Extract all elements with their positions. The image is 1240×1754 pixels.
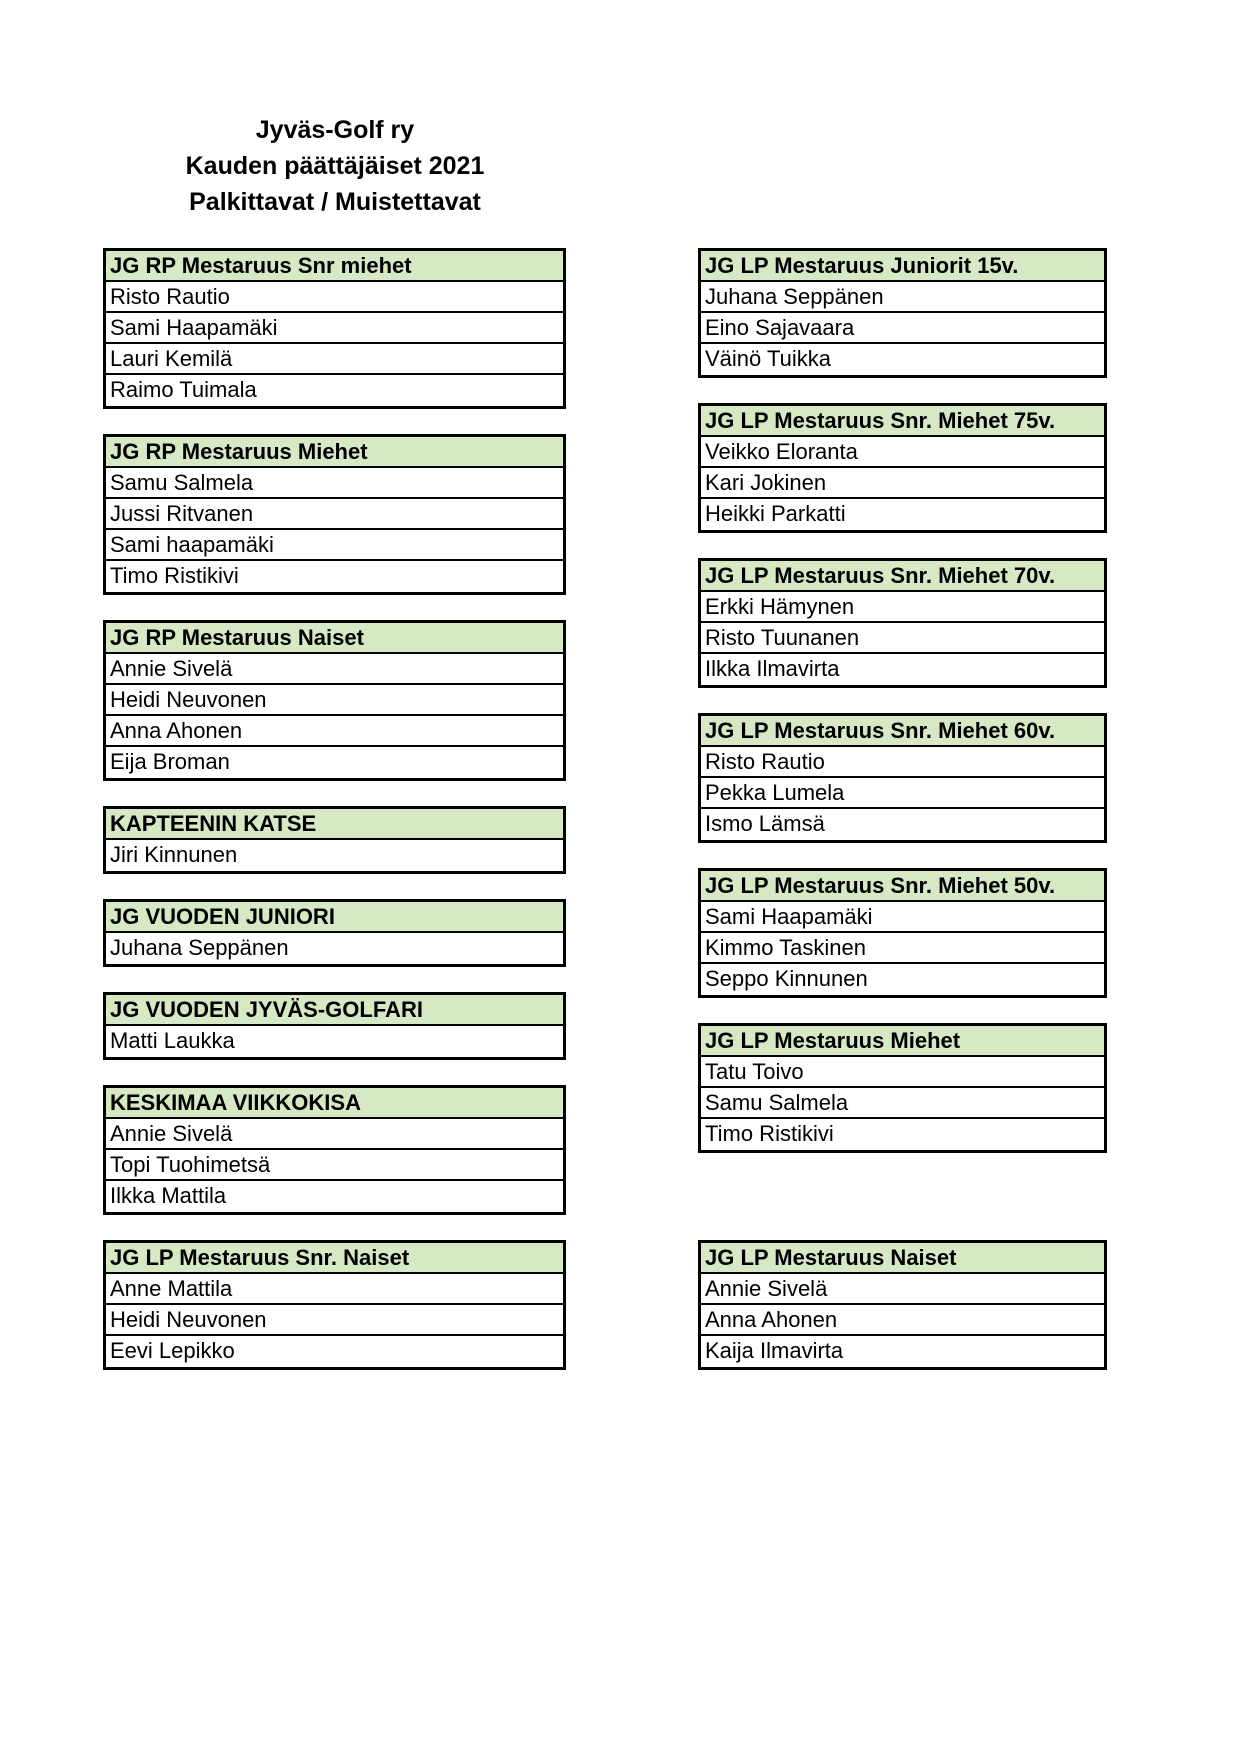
award-recipient: Timo Ristikivi xyxy=(705,1121,834,1146)
award-recipient: Pekka Lumela xyxy=(701,778,1104,809)
award-title: JG LP Mestaruus Snr. Naiset xyxy=(106,1243,563,1274)
award-recipient: Topi Tuohimetsä xyxy=(106,1150,563,1181)
award-recipient: Väinö Tuikka xyxy=(705,346,831,371)
award-title: KAPTEENIN KATSE xyxy=(106,809,563,840)
award-title: JG RP Mestaruus Naiset xyxy=(106,623,563,654)
award-table-lp-snr-miehet-50v xyxy=(698,868,1107,998)
award-recipient: Samu Salmela xyxy=(701,1088,1104,1119)
award-recipient: Heidi Neuvonen xyxy=(106,685,563,716)
award-recipient: Heikki Parkatti xyxy=(705,501,846,526)
award-recipient: Lauri Kemilä xyxy=(106,344,563,375)
award-recipient: Anna Ahonen xyxy=(701,1305,1104,1336)
award-table-lp-snr-miehet-60v xyxy=(698,713,1107,843)
award-table-rp-miehet xyxy=(103,434,566,595)
award-recipient: Veikko Eloranta xyxy=(701,437,1104,468)
award-recipient: Eija Broman xyxy=(110,749,230,774)
award-recipient: Risto Tuunanen xyxy=(701,623,1104,654)
award-table-vuoden-juniori xyxy=(103,899,566,967)
award-recipient: Risto Rautio xyxy=(106,282,563,313)
award-table-lp-snr-miehet-70v xyxy=(698,558,1107,688)
award-title: JG LP Mestaruus Snr. Miehet 75v. xyxy=(701,406,1104,437)
award-recipient: Kari Jokinen xyxy=(701,468,1104,499)
award-title: KESKIMAA VIIKKOKISA xyxy=(106,1088,563,1119)
award-recipient: Annie Sivelä xyxy=(701,1274,1104,1305)
award-title: JG LP Mestaruus Naiset xyxy=(701,1243,1104,1274)
award-recipient: Annie Sivelä xyxy=(106,654,563,685)
club-name: Jyväs-Golf ry xyxy=(255,116,415,144)
award-title: JG LP Mestaruus Snr. Miehet 70v. xyxy=(701,561,1104,592)
award-recipient: Ilkka Mattila xyxy=(110,1183,227,1208)
award-recipient: Juhana Seppänen xyxy=(110,935,289,960)
award-recipient: Sami Haapamäki xyxy=(701,902,1104,933)
award-title: JG LP Mestaruus Miehet xyxy=(701,1026,1104,1057)
award-table-lp-juniorit-15v xyxy=(698,248,1107,378)
award-recipient: Seppo Kinnunen xyxy=(705,966,868,991)
award-table-rp-snr-miehet xyxy=(103,248,566,409)
award-recipient: Anna Ahonen xyxy=(106,716,563,747)
award-recipient: Anne Mattila xyxy=(106,1274,563,1305)
award-recipient: Heidi Neuvonen xyxy=(106,1305,563,1336)
award-table-kapteenin-katse xyxy=(103,806,566,874)
award-recipient: Eevi Lepikko xyxy=(110,1338,235,1363)
award-recipient: Juhana Seppänen xyxy=(701,282,1104,313)
award-table-vuoden-jyvas-golfari xyxy=(103,992,566,1060)
award-table-lp-miehet xyxy=(698,1023,1107,1153)
event-name: Kauden päättäjäiset 2021 xyxy=(185,152,485,180)
document-subtitle: Palkittavat / Muistettavat xyxy=(189,188,481,216)
award-title: JG LP Mestaruus Snr. Miehet 50v. xyxy=(701,871,1104,902)
award-title: JG LP Mestaruus Juniorit 15v. xyxy=(701,251,1104,282)
award-recipient: Matti Laukka xyxy=(110,1028,235,1053)
award-table-lp-naiset xyxy=(698,1240,1107,1370)
award-recipient: Eino Sajavaara xyxy=(701,313,1104,344)
award-title: JG RP Mestaruus Snr miehet xyxy=(106,251,563,282)
award-recipient: Kimmo Taskinen xyxy=(701,933,1104,964)
award-table-rp-naiset xyxy=(103,620,566,781)
award-table-keskimaa-viikkokisa xyxy=(103,1085,566,1215)
award-recipient: Sami Haapamäki xyxy=(106,313,563,344)
award-recipient: Tatu Toivo xyxy=(701,1057,1104,1088)
award-title: JG VUODEN JYVÄS-GOLFARI xyxy=(106,995,563,1026)
award-recipient: Timo Ristikivi xyxy=(110,563,239,588)
award-table-lp-snr-miehet-75v xyxy=(698,403,1107,533)
award-recipient: Ilkka Ilmavirta xyxy=(705,656,840,681)
award-recipient: Ismo Lämsä xyxy=(705,811,825,836)
award-recipient: Erkki Hämynen xyxy=(701,592,1104,623)
award-recipient: Raimo Tuimala xyxy=(110,377,257,402)
award-title: JG RP Mestaruus Miehet xyxy=(106,437,563,468)
award-title: JG VUODEN JUNIORI xyxy=(106,902,563,933)
award-recipient: Kaija Ilmavirta xyxy=(705,1338,844,1363)
award-recipient: Annie Sivelä xyxy=(106,1119,563,1150)
award-table-lp-snr-naiset xyxy=(103,1240,566,1370)
award-recipient: Risto Rautio xyxy=(701,747,1104,778)
award-recipient: Jiri Kinnunen xyxy=(110,842,238,867)
award-recipient: Sami haapamäki xyxy=(106,530,563,561)
award-recipient: Jussi Ritvanen xyxy=(106,499,563,530)
award-recipient: Samu Salmela xyxy=(106,468,563,499)
document-title xyxy=(130,112,540,220)
award-title: JG LP Mestaruus Snr. Miehet 60v. xyxy=(701,716,1104,747)
